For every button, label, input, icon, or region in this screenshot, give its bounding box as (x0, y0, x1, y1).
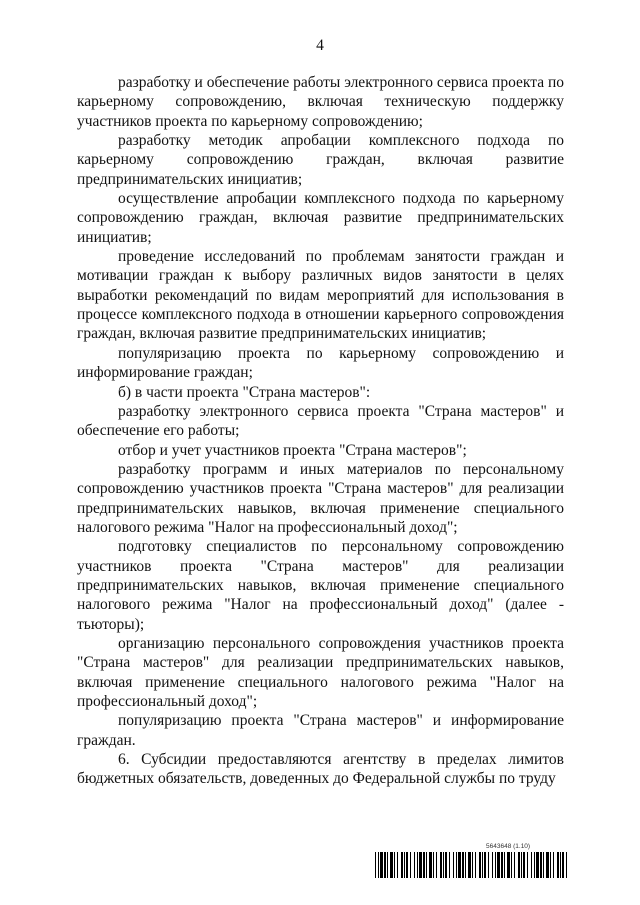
barcode-bar (458, 852, 461, 878)
barcode-bar (440, 852, 442, 878)
barcode-bar (453, 852, 454, 878)
barcode-bar (414, 852, 415, 878)
barcode-bar (404, 852, 405, 878)
barcode-bar (406, 852, 408, 878)
paragraph: проведение исследований по проблемам занятости граждан и мотивации граждан к выбору различных видов занятости в целях выработки рекомендаций по видам мероприятий для использования в процессе комплексного подхода в отношении карьерного сопровождения граждан, включая развитие предпринимательских инициатив; (77, 248, 564, 343)
barcode-bar (436, 852, 437, 878)
barcode-bar (534, 852, 535, 878)
barcode-bar (560, 852, 561, 878)
document-code: 5643648 (1.10) (486, 843, 531, 850)
barcode-bar (536, 852, 539, 878)
barcode-bar (417, 852, 418, 878)
barcode-bar (553, 852, 554, 878)
barcode-bar (543, 852, 544, 878)
barcode-bar (397, 852, 398, 878)
barcode-bar (475, 852, 476, 878)
barcode-bar (501, 852, 503, 878)
barcode-bar (462, 852, 464, 878)
barcode-bar (394, 852, 395, 878)
barcode-bar (468, 852, 471, 878)
paragraph: отбор и учет участников проекта "Страна мастеров"; (118, 441, 467, 459)
barcode-bar (482, 852, 483, 878)
barcode-bar (375, 852, 376, 878)
paragraph: б) в части проекта "Страна мастеров": (118, 383, 371, 401)
barcode-bar (557, 852, 559, 878)
barcode-bar (546, 852, 549, 878)
barcode-bar (419, 852, 422, 878)
barcode-bar (378, 852, 379, 878)
barcode-bar (472, 852, 473, 878)
barcode-bar (527, 852, 528, 878)
barcode-bar (488, 852, 489, 878)
paragraph: разработку электронного сервиса проекта "Страна мастеров" и обеспечение его работы; (77, 402, 564, 440)
barcode-bar (492, 852, 493, 878)
document-body (77, 73, 564, 789)
barcode-bar (449, 852, 450, 878)
barcode-bar (523, 852, 525, 878)
paragraph: разработку и обеспечение работы электронного сервиса проекта по карьерному сопровождению, включая техническую поддержку участников проекта по карьерному сопровождению; (77, 74, 565, 130)
barcode-bar (443, 852, 444, 878)
barcode-bar (423, 852, 425, 878)
paragraph: организацию персонального сопровождения участников проекта "Страна мастеров" для реализации предпринимательских навыков, включая применение специального налогового режима "Налог на профессиональный доход"; (77, 634, 564, 710)
page-number: 4 (316, 37, 324, 54)
barcode-bar (429, 852, 432, 878)
barcode-bar (384, 852, 386, 878)
barcode-bar (465, 852, 466, 878)
paragraph: популяризацию проекта "Страна мастеров" и информирование граждан. (77, 712, 564, 749)
barcode (375, 852, 567, 878)
barcode-bar (562, 852, 564, 878)
barcode-bar (531, 852, 532, 878)
barcode-bar (497, 852, 500, 878)
paragraph: осуществление апробации комплексного подхода по карьерному сопровождению граждан, включая развитие предпринимательских инициатив; (77, 190, 564, 246)
barcode-bar (504, 852, 505, 878)
barcode-bar (445, 852, 447, 878)
barcode-bar (380, 852, 383, 878)
barcode-bar (495, 852, 496, 878)
barcode-bar (401, 852, 403, 878)
paragraph: популяризацию проекта по карьерному сопровождению и информирование граждан; (77, 344, 564, 382)
barcode-bar (550, 852, 551, 878)
barcode-bar (387, 852, 388, 878)
barcode-bar (566, 852, 567, 878)
barcode-bar (426, 852, 427, 878)
barcode-bar (390, 852, 393, 878)
barcode-bar (521, 852, 522, 878)
barcode-bar (514, 852, 515, 878)
barcode-bar (484, 852, 486, 878)
barcode-bar (479, 852, 481, 878)
paragraph: разработку методик апробации комплексного подхода по карьерному сопровождению граждан, включая развитие предпринимательских инициатив; (77, 132, 564, 188)
paragraph: разработку программ и иных материалов по персональному сопровождению участников проекта "Страна мастеров" для реализации предпринимательских навыков, включая применение специального налогового режима "Налог на профессиональный доход"; (77, 460, 564, 536)
barcode-bar (433, 852, 434, 878)
barcode-bar (410, 852, 411, 878)
barcode-bar (511, 852, 512, 878)
barcode-bar (456, 852, 457, 878)
barcode-bar (518, 852, 520, 878)
paragraph: 6. Субсидии предоставляются агентству в пределах лимитов бюджетных обязательств, доведенных до Федеральной службы по труду (77, 751, 564, 788)
barcode-bar (507, 852, 510, 878)
barcode-bar (540, 852, 542, 878)
paragraph: подготовку специалистов по персональному сопровождению участников проекта "Страна мастеров" для реализации предпринимательских навыков, включая применение специального налогового режима "Налог на профессиональный доход" (далее - тьюторы); (77, 538, 564, 633)
